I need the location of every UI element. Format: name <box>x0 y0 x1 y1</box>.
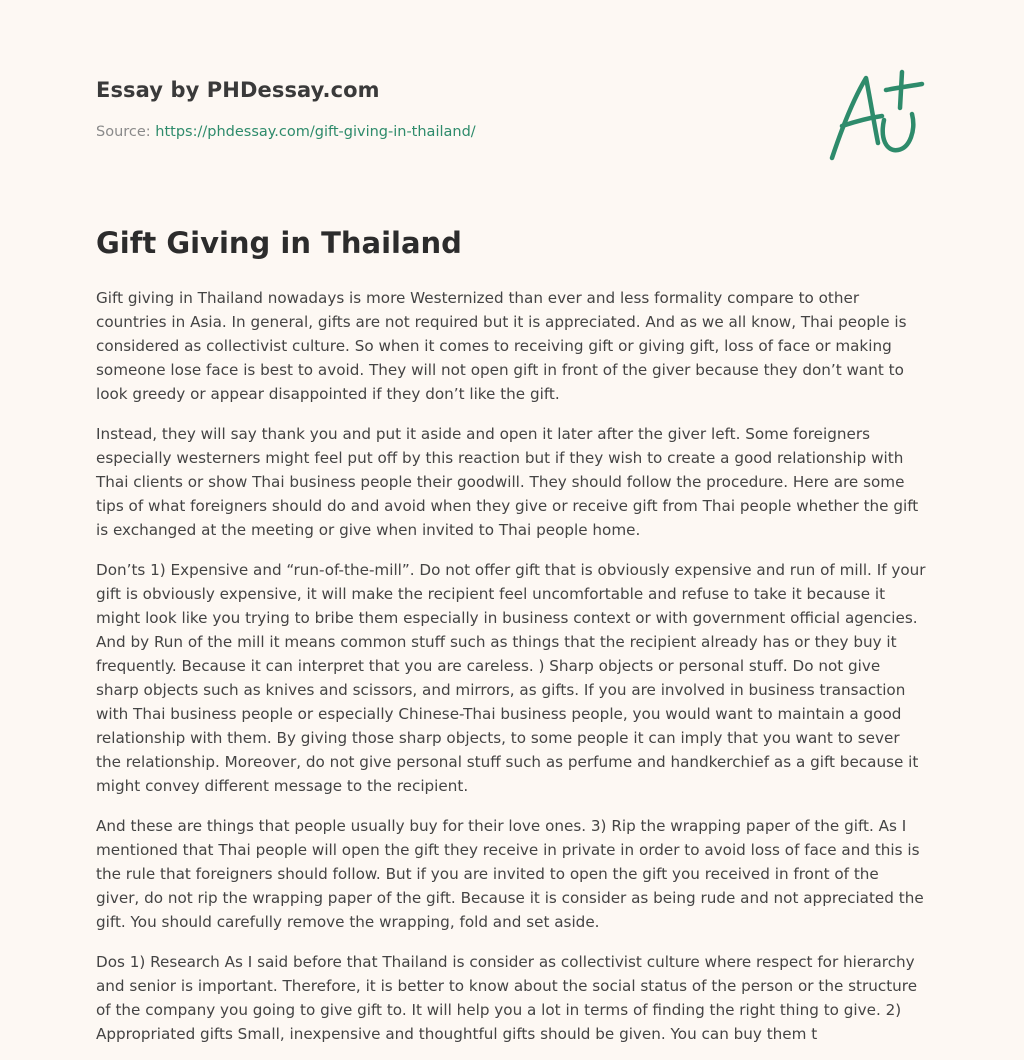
essay-paragraph: Gift giving in Thailand nowadays is more Westernized than ever and less formality compare to other countries in Asia. In general, gifts are not required but it is appreciated. And as we all know, Thai people is considered as collectivist culture. So when it comes to receiving gift or giving gift, loss of face or making someone lose face is best to avoid. They will not open gift in front of the giver because they don’t want to look greedy or appear disappointed if they don’t like the gift. <box>96 289 907 403</box>
essay-paragraph: Instead, they will say thank you and put it aside and open it later after the giver left. Some foreigners especially westerners might feel put off by this reaction but if they wish to create a good relationship with Thai clients or show Thai business people their goodwill. They should follow the procedure. Here are some tips of what foreigners should do and avoid when they give or receive gift from Thai people whether the gift is exchanged at the meeting or give when invited to Thai people home. <box>96 425 919 539</box>
essay-paragraph: And these are things that people usually buy for their love ones. 3) Rip the wrapping paper of the gift. As I mentioned that Thai people will open the gift they receive in private in order to avoid loss of face and this is the rule that foreigners should follow. But if you are invited to open the gift you received in front of the giver, do not rip the wrapping paper of the gift. Because it is consider as being rude and not appreciated the gift. You should carefully remove the wrapping, fold and set aside. <box>96 817 924 931</box>
essay-body <box>96 286 926 1043</box>
a-plus-logo-icon <box>824 68 924 164</box>
source-line <box>96 124 476 140</box>
essay-paragraph: Don’ts 1) Expensive and “run-of-the-mill”. Do not offer gift that is obviously expensive and run of mill. If your gift is obviously expensive, it will make the recipient feel uncomfortable and refuse to take it because it might look like you trying to bribe them especially in business context or with government official agencies. And by Run of the mill it means common stuff such as things that the recipient already has or they buy it frequently. Because it can interpret that you are careless. ) Sharp objects or personal stuff. Do not give sharp objects such as knives and scissors, and mirrors, as gifts. If you are involved in business transaction with Thai business people or especially Chinese-Thai business people, you would want to maintain a good relationship with them. By giving those sharp objects, to some people it can imply that you want to sever the relationship. Moreover, do not give personal stuff such as perfume and handkerchief as a gift because it might convey different message to the recipient. <box>96 561 926 795</box>
site-brand: Essay by PHDessay.com <box>96 78 380 102</box>
essay-title: Gift Giving in Thailand <box>96 226 462 260</box>
source-link[interactable]: https://phdessay.com/gift-giving-in-thailand/ <box>155 124 476 140</box>
source-label: Source: <box>96 124 151 140</box>
essay-paragraph: Dos 1) Research As I said before that Thailand is consider as collectivist culture where respect for hierarchy and senior is important. Therefore, it is better to know about the social status of the person or the structure of the company you going to give gift to. It will help you a lot in terms of finding the right thing to give. 2) Appropriated gifts Small, inexpensive and thoughtful gifts should be given. You can buy them t <box>96 953 918 1043</box>
